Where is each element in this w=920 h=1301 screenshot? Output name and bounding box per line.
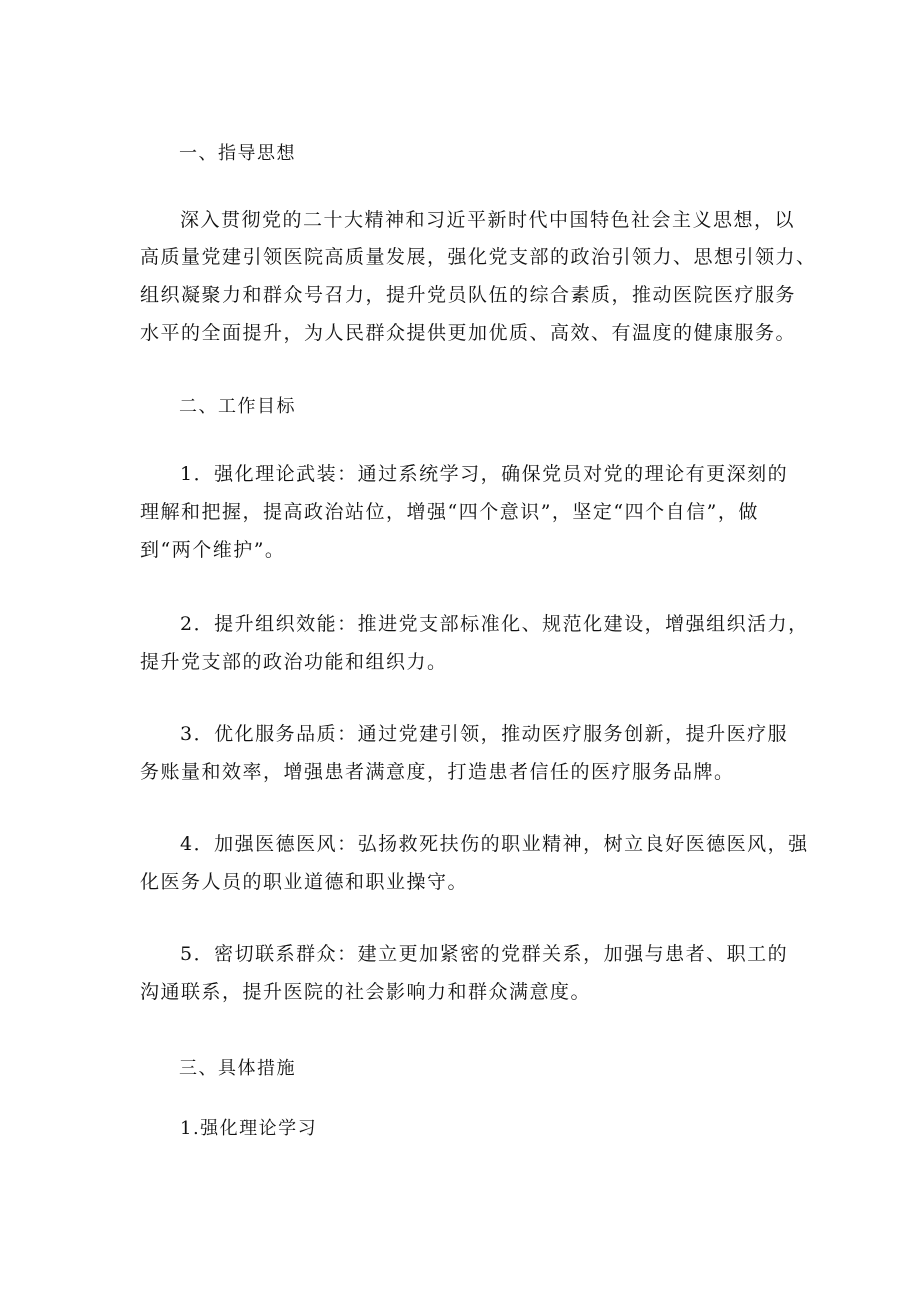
goal-line: 务账量和效率，增强患者满意度，打造患者信任的医疗服务品牌。 bbox=[140, 761, 735, 783]
goal-line: 沟通联系，提升医院的社会影响力和群众满意度。 bbox=[140, 981, 592, 1003]
goal-line: 2．提升组织效能：推进党支部标准化、规范化建设，增强组织活力， bbox=[180, 613, 809, 635]
section-heading-guiding-thought: 一、指导思想 bbox=[179, 143, 296, 164]
paragraph-line: 高质量党建引领医院高质量发展，强化党支部的政治引领力、思想引领力、 bbox=[140, 246, 817, 268]
goal-line: 理解和把握，提高政治站位，增强“四个意识”，坚定“四个自信”，做 bbox=[140, 501, 759, 523]
goal-line: 1．强化理论武装：通过系统学习，确保党员对党的理论有更深刻的 bbox=[180, 463, 789, 485]
paragraph-line: 组织凝聚力和群众号召力，提升党员队伍的综合素质，推动医院医疗服务 bbox=[140, 284, 797, 306]
goal-line: 化医务人员的职业道德和职业操守。 bbox=[140, 871, 469, 893]
goal-line: 5．密切联系群众：建立更加紧密的党群关系，加强与患者、职工的 bbox=[180, 943, 789, 965]
paragraph-line: 水平的全面提升，为人民群众提供更加优质、高效、有温度的健康服务。 bbox=[140, 322, 797, 344]
paragraph-line: 深入贯彻党的二十大精神和习近平新时代中国特色社会主义思想，以 bbox=[180, 209, 796, 231]
goal-line: 4．加强医德医风：弘扬救死扶伤的职业精神，树立良好医德医风，强 bbox=[180, 833, 809, 855]
goal-line: 提升党支部的政治功能和组织力。 bbox=[140, 651, 448, 673]
goal-line: 到“两个维护”。 bbox=[140, 539, 286, 561]
subheading-theory-study: 1.强化理论学习 bbox=[180, 1118, 318, 1139]
goal-line: 3．优化服务品质：通过党建引领，推动医疗服务创新，提升医疗服 bbox=[180, 723, 789, 745]
section-heading-work-goals: 二、工作目标 bbox=[179, 396, 296, 417]
section-heading-specific-measures: 三、具体措施 bbox=[179, 1058, 296, 1079]
